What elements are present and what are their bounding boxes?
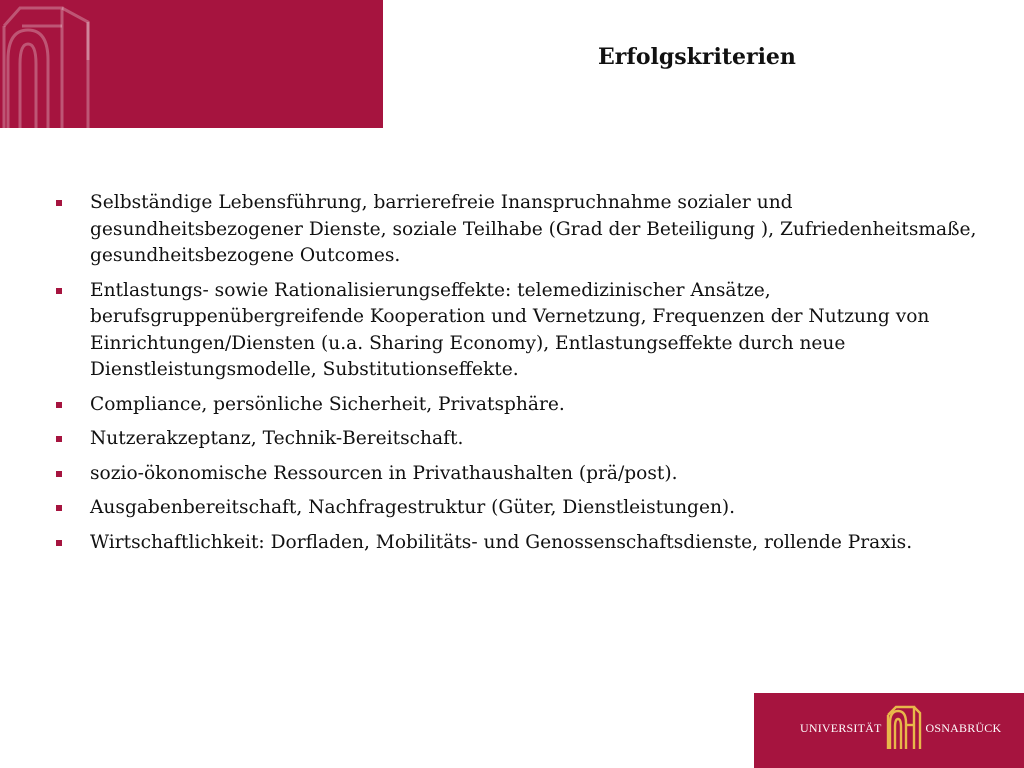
square-bullet-icon [56,505,62,511]
list-item-text: Ausgabenbereitschaft, Nachfragestruktur (Güter, Dienstleistungen). [90,497,736,518]
university-building-outline-icon [0,0,383,128]
logo-text-left: UNIVERSITÄT [800,720,882,735]
list-item [56,426,996,453]
list-item-text: Entlastungs- sowie Rationalisierungseffekte: telemedizinischer Ansätze, berufsgruppenübergreifende Kooperation und Vernetzung, Frequenzen der Nutzung von Einrichtungen/Diensten (u.a. Sharing Economy), Entlastungseffekte durch neue Dienstleistungsmodelle, Substitutionseffekte. [90,279,930,380]
logo-text-right: OSNABRÜCK [925,720,1002,735]
list-item-text: sozio-ökonomische Ressourcen in Privathaushalten (prä/post). [90,462,678,484]
list-item [56,392,996,419]
list-item [56,495,996,522]
header-brand-block [0,0,383,128]
university-emblem-icon [886,705,922,751]
footer-brand-block [754,693,1024,768]
university-logo [800,705,1001,751]
square-bullet-icon [56,540,62,546]
square-bullet-icon [56,436,62,442]
list-item [56,530,996,557]
square-bullet-icon [56,471,62,477]
criteria-list [56,190,996,564]
slide-title: Erfolgskriterien [598,44,796,70]
list-item [56,190,996,270]
square-bullet-icon [56,402,62,408]
square-bullet-icon [56,200,62,206]
square-bullet-icon [56,288,62,294]
list-item-text: Selbständige Lebensführung, barrierefreie Inanspruchnahme sozialer und gesundheitsbezogener Dienste, soziale Teilhabe (Grad der Beteiligung ), Zufriedenheitsmaße, gesundheitsbezogene Outcomes. [90,192,977,266]
list-item [56,461,996,488]
list-item-text: Nutzerakzeptanz, Technik-Bereitschaft. [90,428,464,449]
list-item-text: Compliance, persönliche Sicherheit, Privatsphäre. [90,393,565,415]
list-item [56,278,996,384]
list-item-text: Wirtschaftlichkeit: Dorfladen, Mobilitäts- und Genossenschaftsdienste, rollende Praxis. [90,531,913,553]
